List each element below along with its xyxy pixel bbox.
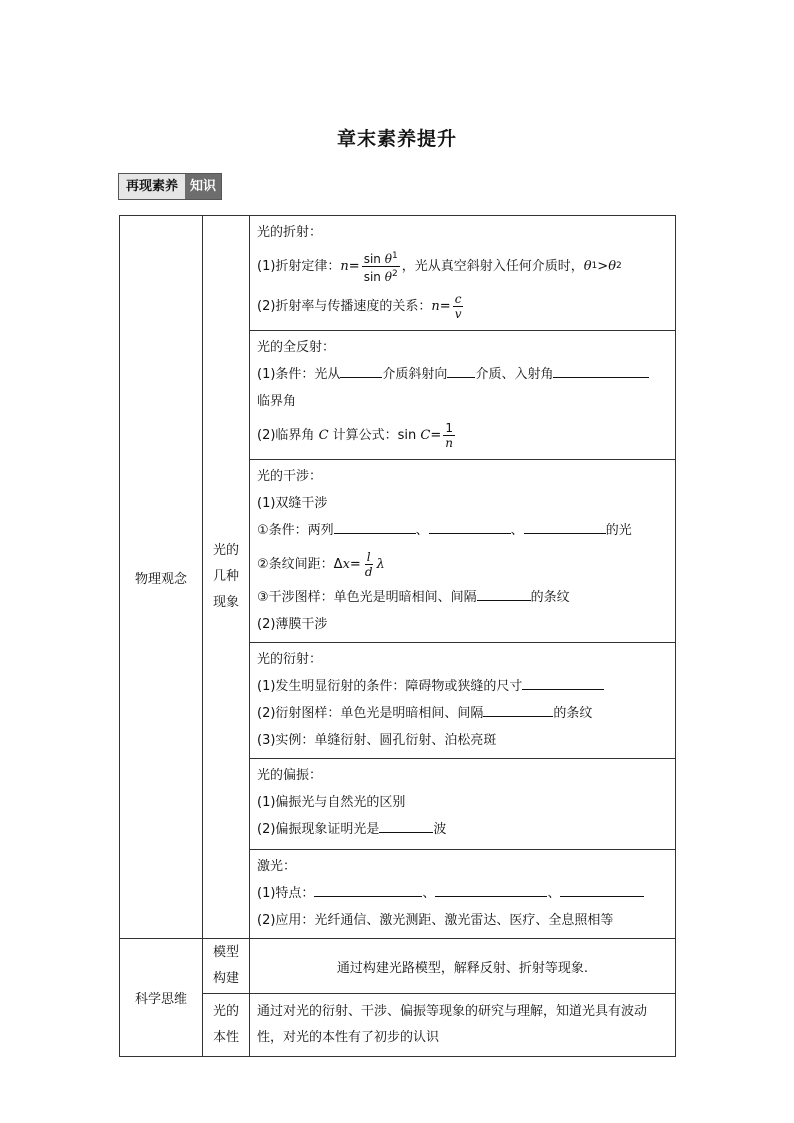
section-badge: [118, 173, 222, 200]
diffraction-heading: 光的衍射：: [257, 652, 323, 667]
cell-polarization: [250, 759, 676, 850]
laser-applications: (2)应用：光纤通信、激光测距、激光雷达、医疗、全息照相等: [257, 913, 614, 928]
category-physics-concept: 物理观念: [120, 216, 203, 939]
laser-heading: 激光：: [257, 859, 297, 874]
polarization-heading: 光的偏振：: [257, 768, 323, 783]
interference-heading: 光的干涉：: [257, 469, 323, 484]
cell-refraction: [250, 216, 676, 331]
refraction-fraction: $\frac{\sin \theta^1}{\sin \theta^2}$: [363, 250, 398, 284]
interference-condition: ①条件：两列 、 、 的光: [257, 517, 668, 544]
interference-double-slit: (1)双缝干涉: [257, 496, 328, 511]
subcategory-nature: 光的 本性: [203, 994, 250, 1057]
refraction-speed: (2)折射率与传播速度的关系： n = $\frac{c}{v}$: [257, 291, 462, 321]
interference-thin-film: (2)薄膜干涉: [257, 617, 328, 632]
summary-table: [119, 215, 676, 1057]
laser-features: (1)特点： 、 、: [257, 880, 668, 907]
subcategory-model: 模型 构建: [203, 939, 250, 994]
total-heading: 光的全反射：: [257, 340, 336, 355]
interference-pattern: ③干涉图样：单色光是明暗相间、间隔 的条纹: [257, 584, 668, 611]
interference-spacing: ②条纹间距：Δ x = $\frac{l}{d}$ λ: [257, 549, 385, 579]
row-nature: [120, 994, 676, 1057]
badge-tag: 知识: [185, 174, 221, 199]
total-condition-end: 临界角: [257, 394, 297, 409]
cell-interference: [250, 460, 676, 643]
total-critical-angle: (2)临界角 C 计算公式：sin C = $\frac{1}{n}$: [257, 420, 454, 450]
cell-diffraction: [250, 643, 676, 759]
cell-nature: 通过对光的衍射、干涉、偏振等现象的研究与理解，知道光具有波动性，对光的本性有了初步的认识: [250, 994, 676, 1057]
polarization-proof: (2)偏振现象证明光是 波: [257, 816, 668, 843]
cell-model: 通过构建光路模型，解释反射、折射等现象.: [250, 939, 676, 994]
cell-laser: [250, 850, 676, 939]
category-scientific-thinking: 科学思维: [120, 939, 203, 1057]
refraction-law: (1)折射定律： n = $\frac{\sin \theta^1}{\sin \theta^2}$ ，光从真空斜射入任何介质时， θ 1 > θ 2: [257, 250, 622, 284]
diffraction-condition: (1)发生明显衍射的条件：障碍物或狭缝的尺寸: [257, 673, 668, 700]
subcategory-phenomena: 光的 几种 现象: [203, 216, 250, 939]
refraction-heading: 光的折射：: [257, 225, 323, 240]
row-model: [120, 939, 676, 994]
cell-total-reflection: [250, 331, 676, 460]
diffraction-pattern: (2)衍射图样：单色光是明暗相间、间隔 的条纹: [257, 700, 668, 727]
row-refraction: [120, 216, 676, 331]
badge-label: 再现素养: [119, 174, 185, 199]
polarization-difference: (1)偏振光与自然光的区别: [257, 795, 406, 810]
diffraction-examples: (3)实例：单缝衍射、圆孔衍射、泊松亮斑: [257, 733, 497, 748]
page-title: 章末素养提升: [336, 128, 457, 150]
total-condition: (1)条件：光从 介质斜射向 介质、入射角: [257, 361, 668, 388]
